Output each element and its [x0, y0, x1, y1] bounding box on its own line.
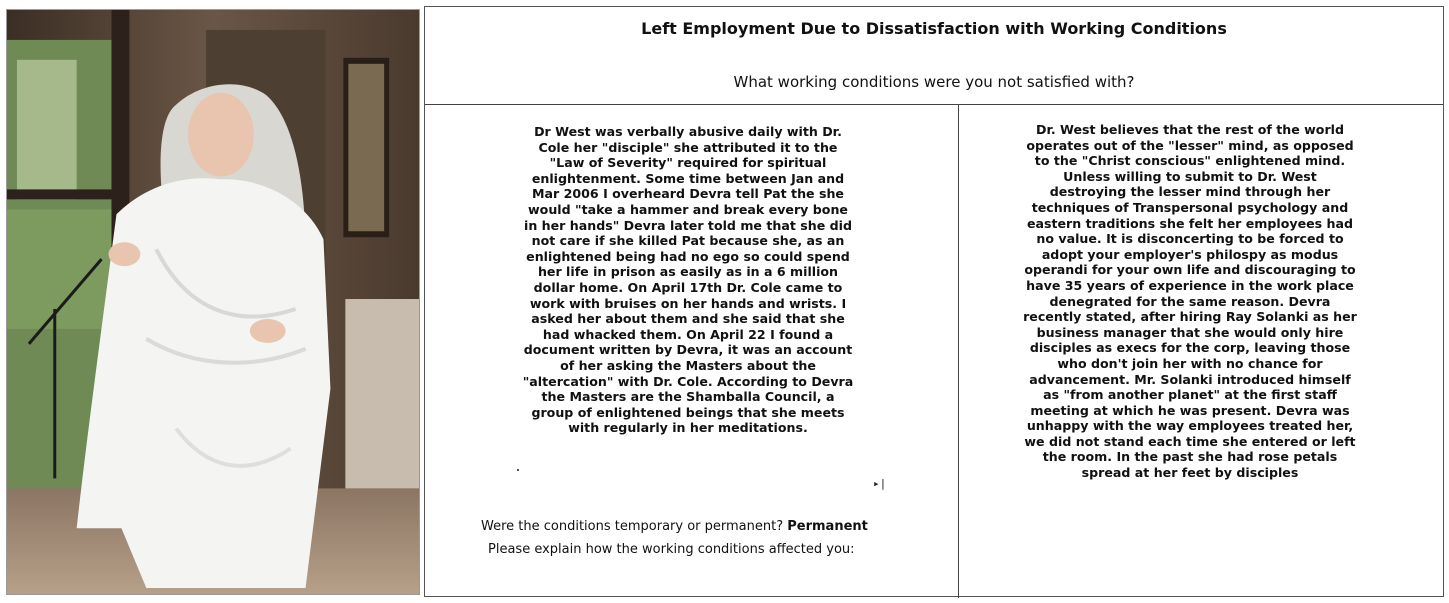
- photo-illustration: [7, 10, 419, 594]
- temporary-permanent-answer: Permanent: [787, 519, 868, 534]
- complaint-document: [424, 6, 1444, 597]
- column-divider: [958, 105, 959, 598]
- left-answer-text: Dr West was verbally abusive daily with Dr. Cole her "disciple" she attributed it to the "Law of Severity" required for spiritual enlightenment. Some time between Jan and Mar 2006 I overheard Devra tell Pat the she would "take a hammer and break every bone in her hands" Devra later told me that she did not care if she killed Pat because she, as an enlightened being had no ego so could spend her life in prison as easily as in a 6 million dollar home. On April 17th Dr. Cole came to work with bruises on her hands and wrists. I asked her about them and she said that she had whacked them. On April 22 I found a document written by Devra, it was an account of her asking the Masters about the "altercation" with Dr. Cole. According to Devra the Masters are the Shamballa Council, a group of enlightened beings that she meets with regularly in her meditations.: [522, 124, 854, 436]
- working-conditions-question: What working conditions were you not satisfied with?: [733, 73, 1135, 91]
- woman-in-white-photo: [6, 9, 420, 595]
- affected-question: Please explain how the working conditions affected you:: [488, 542, 855, 557]
- temporary-permanent-question: [481, 519, 868, 534]
- document-header: [425, 7, 1443, 105]
- document-title: Left Employment Due to Dissatisfaction with Working Conditions: [641, 19, 1227, 38]
- text-cursor-icon: ▸|: [873, 477, 887, 490]
- stray-mark: [517, 469, 519, 471]
- temporary-permanent-label: Were the conditions temporary or permanent?: [481, 519, 784, 534]
- right-answer-text: Dr. West believes that the rest of the world operates out of the "lesser" mind, as opposed to the "Christ conscious" enlightened mind. Unless willing to submit to Dr. West destroying the lesser mind through her techniques of Transpersonal psychology and eastern traditions she felt her employees had no value. It is disconcerting to be forced to adopt your employer's philospy as modus operandi for your own life and discouraging to have 35 years of experience in the work place denegrated for the same reason. Devra recently stated, after hiring Ray Solanki as her business manager that she would only hire disciples as execs for the corp, leaving those who don't join her with no chance for advancement. Mr. Solanki introduced himself as "from another planet" at the first staff meeting at which he was present. Devra was unhappy with the way employees treated her, we did not stand each time she entered or left the room. In the past she had rose petals spread at her feet by disciples: [1023, 122, 1357, 481]
